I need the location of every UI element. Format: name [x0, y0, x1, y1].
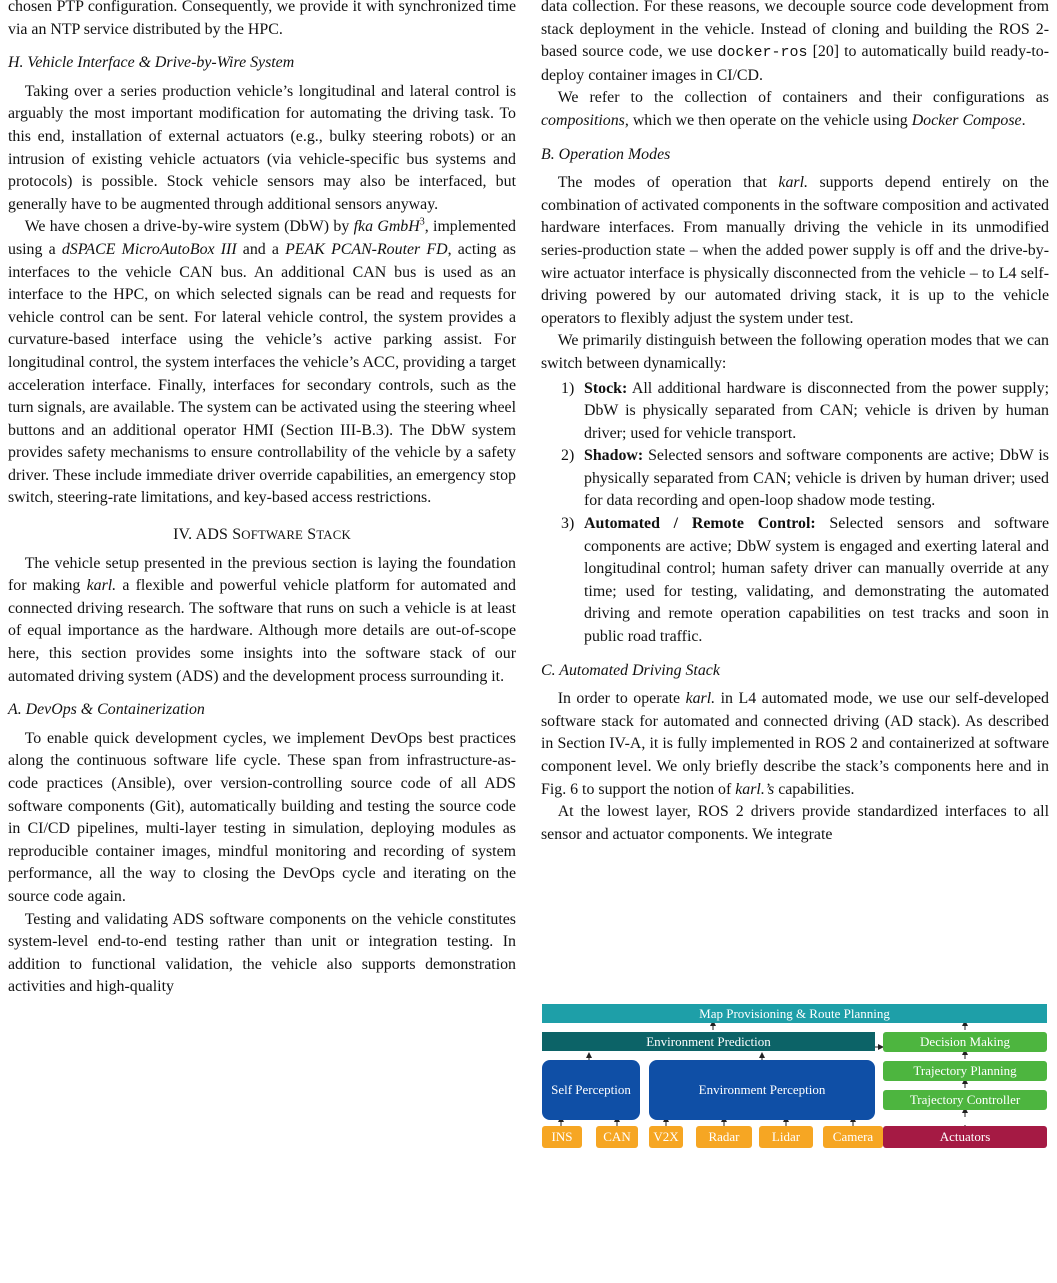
subsection-heading-devops: A. DevOps & Containerization: [8, 701, 205, 719]
paragraph: chosen PTP configuration. Consequently, we provide it with synchronized time via an NTP service distributed by the HPC.: [8, 0, 516, 38]
list-item: 2) Shadow: Selected sensors and software components are active; DbW is physically separated from CAN; vehicle is driven by human driver; used for data recording and open-loop shadow mode testing.: [561, 447, 1049, 510]
code-term: docker-ros: [717, 44, 808, 62]
ad-stack-diagram: [541, 1002, 1048, 1270]
list-item: 1) Stock: All additional hardware is disconnected from the power supply; DbW is physically separated from CAN; vehicle is driven by human driver; used for vehicle transport.: [561, 379, 1049, 442]
vehicle-name: karl.: [86, 577, 117, 595]
section-heading-ads-software-stack: IV. ADS SOFTWARE STACK: [173, 526, 351, 544]
paragraph: To enable quick development cycles, we implement DevOps best practices along the continuous software life cycle. These span from infrastructure-as-code practices (Ansible), over version-controlling source code of all ADS software components (Git), automatically building and testing the source code in CI/CD pipelines, multi-layer testing in simulation, deploying modules as reproducible container images, mindful monitoring and recording of system performance, all the way to closing the DevOps cycle and iterating on the source code again.: [8, 729, 516, 905]
trajectory-planning-block: Trajectory Planning: [883, 1061, 1047, 1081]
decision-making-block: Decision Making: [883, 1032, 1047, 1052]
paragraph: We have chosen a drive-by-wire system (DbW) by fka GmbH$^3$, implemented using a dSPACE MicroAutoBox III and a PEAK PCAN-Router FD, acting as interfaces to the vehicle CAN bus. An additional CAN bus is used as an interface to the HPC, on which selected signals can be read and requests for vehicle control can be sent. For lateral vehicle control, the system provides a curvature-based interface using the vehicle’s active parking assist. For longitudinal control, the system interfaces the vehicle’s ACC, providing a target acceleration interface. Finally, interfaces for secondary controls, such as the turn signals, are available. The system can be activated using the steering wheel buttons and an additional operator HMI (Section III-B.3). The DbW system provides safety mechanisms to ensure controllability of the vehicle by a safety driver. These include immediate driver override capabilities, an emergency stop switch, steering-rate limitations, and key-based access restrictions.: [8, 217, 516, 507]
paragraph: Testing and validating ADS software components on the vehicle constitutes system-level end-to-end testing rather than unit or integration testing. In addition to functional validation, the vehicle also supports demonstration activities and high-quality: [8, 910, 516, 996]
left-column: [8, 0, 516, 999]
company-name: fka GmbH: [353, 218, 420, 236]
paragraph: Taking over a series production vehicle’s longitudinal and lateral control is arguably the most important modification for automating the driving task. To this end, installation of external actuators (e.g., bulky steering robots) or an intrusion of existing vehicle actuators (via vehicle-specific bus systems and protocols) is possible. Stock vehicle sensors may also be interfaced, but generally have to be augmented through additional sensors anyway.: [8, 82, 516, 213]
paragraph: data collection. For these reasons, we decouple source code development from stack deployment in the vehicle. Instead of cloning and building the ROS 2-based source code, we use docker-ros [20] to automatically build ready-to-deploy container images in CI/CD.: [541, 0, 1049, 84]
paragraph: At the lowest layer, ROS 2 drivers provide standardized interfaces to all sensor and actuator components. We integrate: [541, 803, 1049, 843]
map-provisioning-block: Map Provisioning & Route Planning: [542, 1004, 1047, 1023]
product-name: PEAK PCAN-Router FD: [285, 240, 448, 258]
sensor-radar-block: Radar: [696, 1126, 752, 1148]
sensor-v2x-block: V2X: [649, 1126, 683, 1148]
subsection-heading-operation-modes: B. Operation Modes: [541, 145, 671, 163]
operation-modes-list: [541, 378, 1049, 649]
product-name: dSPACE MicroAutoBox III: [61, 240, 237, 258]
sensor-ins-block: INS: [542, 1126, 582, 1148]
subsection-heading-vehicle-interface: H. Vehicle Interface & Drive-by-Wire System: [8, 54, 295, 72]
list-item: 3) Automated / Remote Control: Selected sensors and software components are active; DbW system is engaged and exerting lateral and longitudinal control; human safety driver can manually override at any time; used for testing, validating, and demonstrating the automated driving and remote operation capabilities on test tracks and soon in public road traffic.: [561, 515, 1049, 646]
paragraph: In order to operate karl. in L4 automated mode, we use our self-developed software stack for automated and connected driving (AD stack). As described in Section IV-A, it is fully implemented in ROS 2 and containerized at software component level. We only briefly describe the stack’s components here and in Fig. 6 to support the notion of karl.’s capabilities.: [541, 690, 1050, 798]
environment-perception-block: Environment Perception: [649, 1060, 875, 1120]
right-column: [541, 0, 1049, 846]
actuators-block: Actuators: [883, 1126, 1047, 1148]
environment-prediction-block: Environment Prediction: [542, 1032, 875, 1051]
sensor-camera-block: Camera: [823, 1126, 883, 1148]
subsection-heading-ad-stack: C. Automated Driving Stack: [541, 661, 720, 679]
trajectory-controller-block: Trajectory Controller: [883, 1090, 1047, 1110]
paragraph: We refer to the collection of containers and their configurations as compositions, which we then operate on the vehicle using Docker Compose.: [541, 89, 1049, 129]
paragraph: We primarily distinguish between the following operation modes that we can switch between dynamically:: [541, 332, 1049, 372]
sensor-lidar-block: Lidar: [759, 1126, 813, 1148]
footnote-mark: 3: [419, 217, 425, 229]
self-perception-block: Self Perception: [542, 1060, 640, 1120]
sensor-can-block: CAN: [596, 1126, 638, 1148]
paragraph: The vehicle setup presented in the previous section is laying the foundation for making karl. a flexible and powerful vehicle platform for automated and connected driving research. The software that runs on such a vehicle is at least of equal importance as the hardware. Although more details are out-of-scope here, this section provides some insights into the software stack of our automated driving system (ADS) and the development process surrounding it.: [8, 554, 517, 685]
paragraph: The modes of operation that karl. supports depend entirely on the combination of activated components in the software composition and activated hardware interfaces. From manually driving the vehicle in its unmodified series-production state – when the added power supply is off and the drive-by-wire actuator interface is physically disconnected from the vehicle – to L4 self-driving powered by our automated driving stack, it is up to the vehicle operators to flexibly adjust the system under test.: [541, 174, 1049, 327]
